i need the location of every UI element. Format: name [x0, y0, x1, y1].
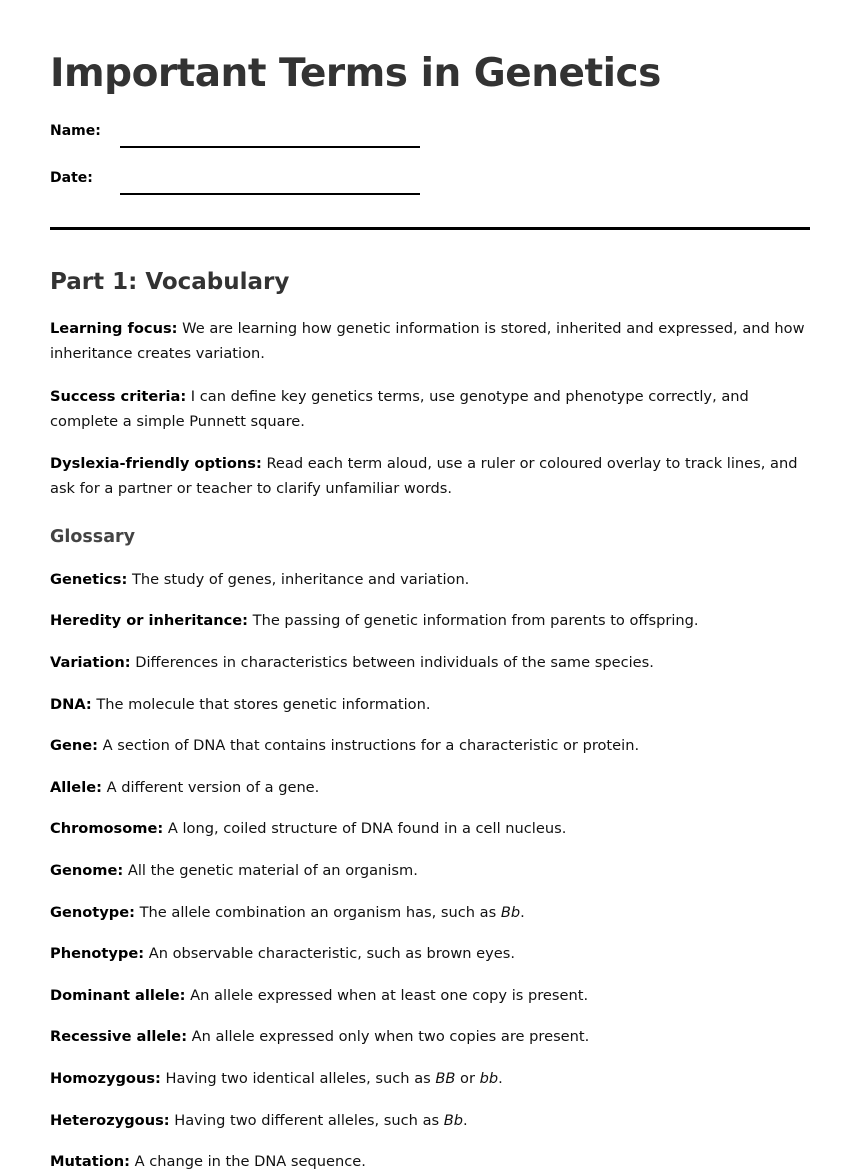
- glossary-item-genetics: [50, 569, 810, 591]
- learning-focus-label: Learning focus:: [50, 320, 178, 337]
- glossary-item-heredity: [50, 610, 810, 632]
- glossary-term: Genetics:: [50, 571, 128, 588]
- glossary-definition-end: .: [463, 1112, 468, 1129]
- glossary-definition-end: .: [498, 1070, 503, 1087]
- glossary-term: Phenotype:: [50, 945, 145, 962]
- glossary-item-chromosome: [50, 818, 810, 840]
- glossary-item-dna: [50, 694, 810, 716]
- glossary-term: Recessive allele:: [50, 1028, 188, 1045]
- glossary-item-phenotype: [50, 943, 810, 965]
- name-label: Name:: [50, 123, 101, 139]
- glossary-term: Gene:: [50, 737, 98, 754]
- glossary-definition: A different version of a gene.: [101, 779, 320, 796]
- glossary-item-allele: [50, 777, 810, 799]
- glossary-term: Dominant allele:: [50, 987, 186, 1004]
- success-criteria-paragraph: [50, 384, 810, 434]
- glossary-term: Allele:: [50, 779, 102, 796]
- dyslexia-options-text: Read each term aloud, use a ruler or coloured overlay to track lines, and ask for a partner or teacher to clarify unfamiliar words.: [50, 455, 798, 497]
- allele-example: BB: [435, 1070, 456, 1087]
- name-input-line[interactable]: [120, 146, 420, 148]
- glossary-definition: An allele expressed only when two copies are present.: [187, 1028, 590, 1045]
- date-input-line[interactable]: [120, 193, 420, 195]
- glossary-definition: An observable characteristic, such as brown eyes.: [144, 945, 515, 962]
- glossary-item-variation: [50, 652, 810, 674]
- name-field-row: [50, 121, 470, 151]
- allele-example: bb: [479, 1070, 499, 1087]
- glossary-definition: Having two different alleles, such as: [169, 1112, 444, 1129]
- glossary-term: Heredity or inheritance:: [50, 612, 249, 629]
- glossary-definition: Differences in characteristics between individuals of the same species.: [130, 654, 654, 671]
- allele-example: Bb: [443, 1112, 464, 1129]
- success-criteria-label: Success criteria:: [50, 388, 187, 405]
- glossary-definition: A section of DNA that contains instructions for a characteristic or protein.: [98, 737, 640, 754]
- date-field-row: [50, 168, 470, 198]
- glossary-term: DNA:: [50, 696, 92, 713]
- glossary-definition: The passing of genetic information from parents to offspring.: [248, 612, 699, 629]
- glossary-item-gene: [50, 735, 810, 757]
- glossary-definition: An allele expressed when at least one copy is present.: [185, 987, 589, 1004]
- success-criteria-text: I can define key genetics terms, use genotype and phenotype correctly, and complete a simple Punnett square.: [50, 388, 749, 430]
- glossary-term: Chromosome:: [50, 820, 164, 837]
- dyslexia-options-paragraph: [50, 451, 810, 501]
- glossary-definition: The molecule that stores genetic information.: [91, 696, 431, 713]
- glossary-term: Genotype:: [50, 904, 135, 921]
- learning-focus-text: We are learning how genetic information is stored, inherited and expressed, and how inheritance creates variation.: [50, 320, 805, 362]
- glossary-definition-end: .: [520, 904, 525, 921]
- glossary-definition-mid: or: [455, 1070, 480, 1087]
- glossary-item-homozygous: [50, 1068, 810, 1090]
- learning-focus-paragraph: [50, 316, 810, 366]
- glossary-term: Variation:: [50, 654, 131, 671]
- part1-heading: Part 1: Vocabulary: [50, 269, 290, 295]
- glossary-term: Heterozygous:: [50, 1112, 170, 1129]
- date-label: Date:: [50, 170, 93, 186]
- allele-example: Bb: [500, 904, 521, 921]
- dyslexia-options-label: Dyslexia-friendly options:: [50, 455, 262, 472]
- glossary-definition: All the genetic material of an organism.: [123, 862, 418, 879]
- glossary-term: Mutation:: [50, 1153, 130, 1170]
- glossary-item-heterozygous: [50, 1110, 810, 1132]
- glossary-definition: Having two identical alleles, such as: [160, 1070, 436, 1087]
- glossary-term: Homozygous:: [50, 1070, 161, 1087]
- glossary-item-dominant-allele: [50, 985, 810, 1007]
- glossary-definition: A long, coiled structure of DNA found in a cell nucleus.: [163, 820, 567, 837]
- section-divider: [50, 227, 810, 230]
- glossary-definition: A change in the DNA sequence.: [129, 1153, 366, 1170]
- page-title: Important Terms in Genetics: [50, 51, 661, 96]
- glossary-definition: The study of genes, inheritance and variation.: [127, 571, 470, 588]
- glossary-item-recessive-allele: [50, 1026, 810, 1048]
- glossary-item-mutation: [50, 1151, 810, 1173]
- glossary-term: Genome:: [50, 862, 124, 879]
- glossary-heading: Glossary: [50, 527, 136, 547]
- glossary-item-genotype: [50, 902, 810, 924]
- glossary-item-genome: [50, 860, 810, 882]
- glossary-definition: The allele combination an organism has, such as: [134, 904, 501, 921]
